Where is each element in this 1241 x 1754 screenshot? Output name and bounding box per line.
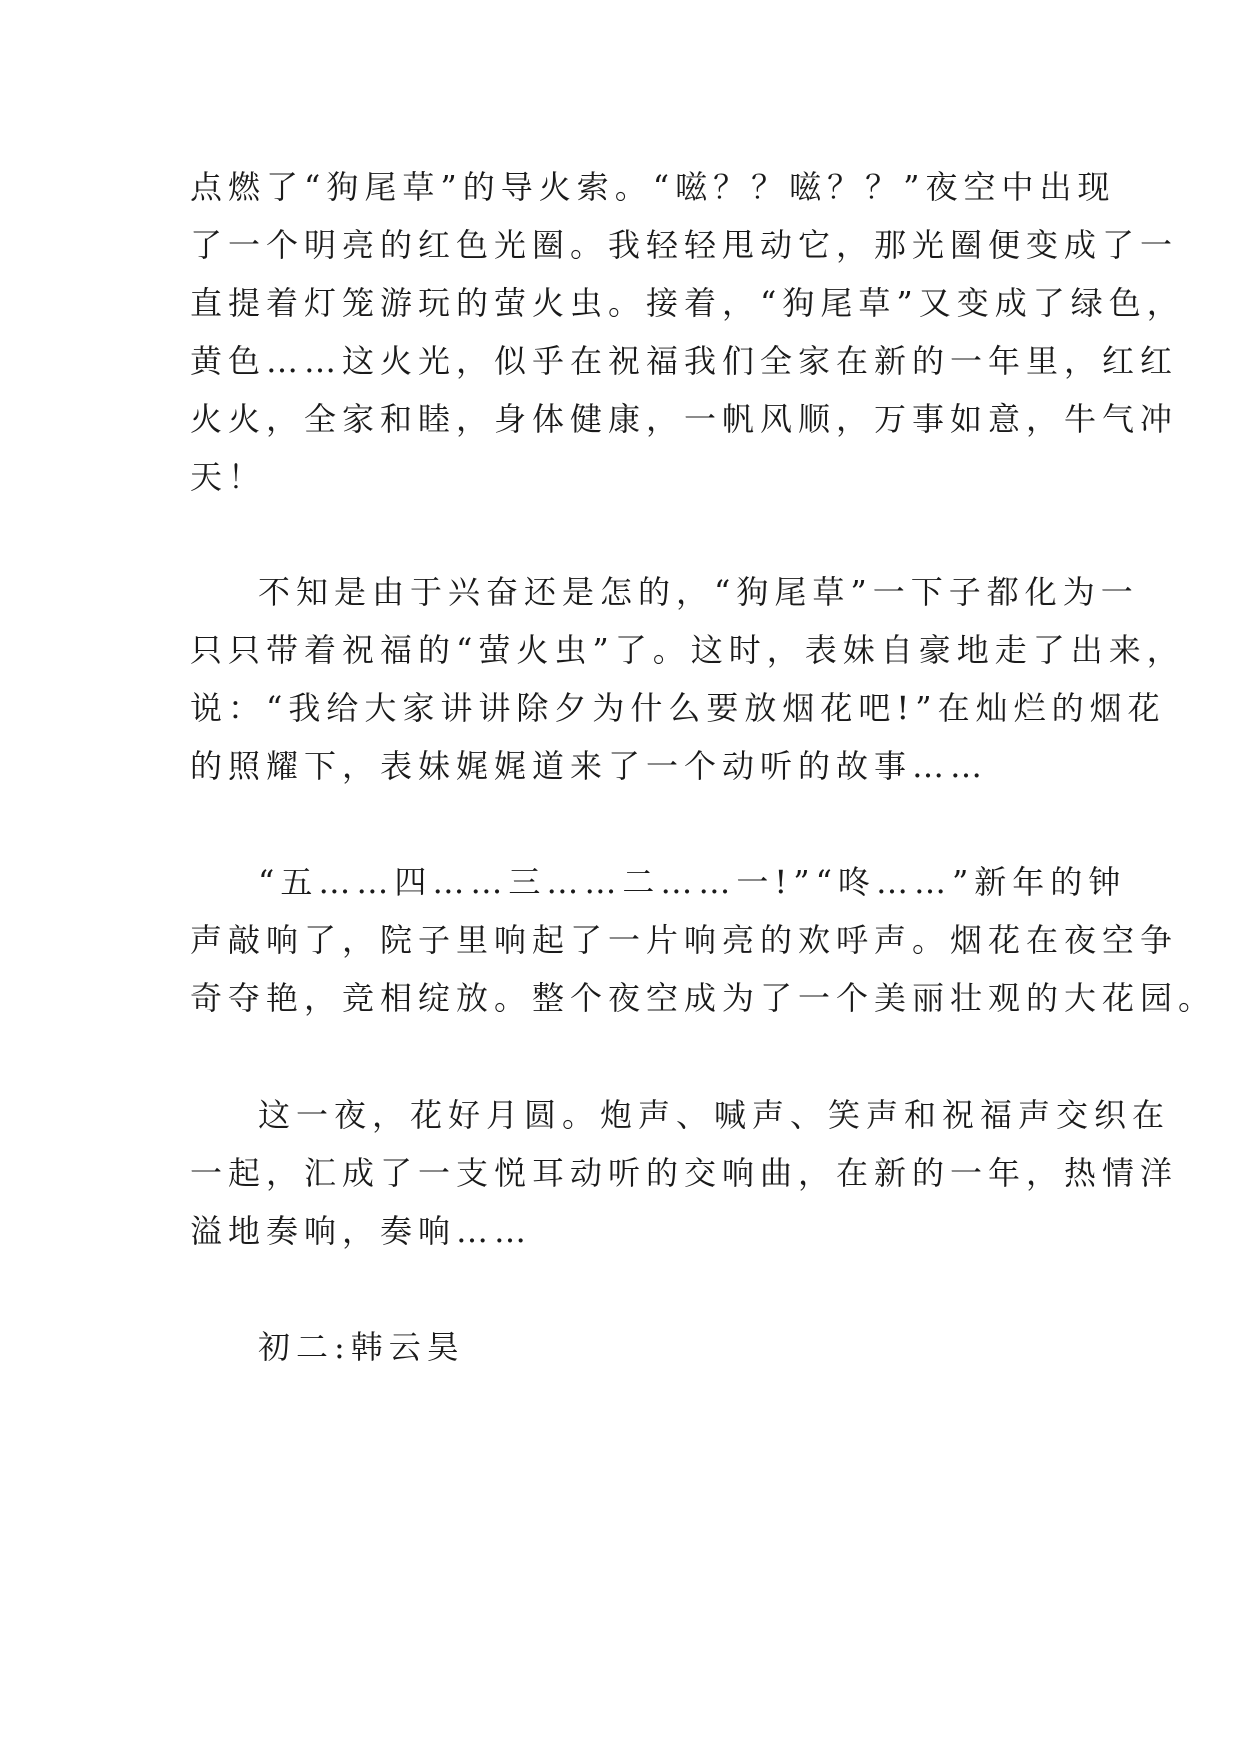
paragraph-line: 奇夺艳，竞相绽放。整个夜空成为了一个美丽壮观的大花园。 bbox=[190, 979, 1217, 1017]
paragraph-line: 声敲响了，院子里响起了一片响亮的欢呼声。烟花在夜空争 bbox=[190, 921, 1179, 959]
paragraph-1 bbox=[190, 158, 1185, 506]
author-signature: 初二:韩云昊 bbox=[258, 1328, 465, 1366]
paragraph-line: 的照耀下，表妹娓娓道来了一个动听的故事…… bbox=[190, 747, 989, 785]
paragraph-line: 天！ bbox=[190, 458, 267, 496]
paragraph-3 bbox=[190, 853, 1217, 1027]
paragraph-line: “五……四……三……二……一!”“咚……”新年的钟 bbox=[258, 863, 1127, 901]
signature-block bbox=[190, 1318, 1070, 1376]
paragraph-line: 点燃了“狗尾草”的导火索。“嗞？？嗞？？”夜空中出现 bbox=[190, 168, 1116, 206]
paragraph-line: 溢地奏响，奏响…… bbox=[190, 1212, 533, 1250]
paragraph-4 bbox=[190, 1086, 1179, 1260]
paragraph-line: 了一个明亮的红色光圈。我轻轻甩动它，那光圈便变成了一 bbox=[190, 226, 1179, 264]
paragraph-line: 直提着灯笼游玩的萤火虫。接着，“狗尾草”又变成了绿色， bbox=[190, 284, 1185, 322]
paragraph-line: 一起，汇成了一支悦耳动听的交响曲，在新的一年，热情洋 bbox=[190, 1154, 1179, 1192]
paragraph-line: 不知是由于兴奋还是怎的，“狗尾草”一下子都化为一 bbox=[258, 573, 1139, 611]
paragraph-line: 说：“我给大家讲讲除夕为什么要放烟花吧!”在灿烂的烟花 bbox=[190, 689, 1166, 727]
paragraph-line: 这一夜，花好月圆。炮声、喊声、笑声和祝福声交织在 bbox=[258, 1096, 1171, 1134]
paragraph-line: 只只带着祝福的“萤火虫”了。这时，表妹自豪地走了出来， bbox=[190, 631, 1185, 669]
paragraph-line: 火火，全家和睦，身体健康，一帆风顺，万事如意，牛气冲 bbox=[190, 400, 1179, 438]
paragraph-line: 黄色……这火光，似乎在祝福我们全家在新的一年里，红红 bbox=[190, 342, 1179, 380]
paragraph-2 bbox=[190, 563, 1185, 795]
